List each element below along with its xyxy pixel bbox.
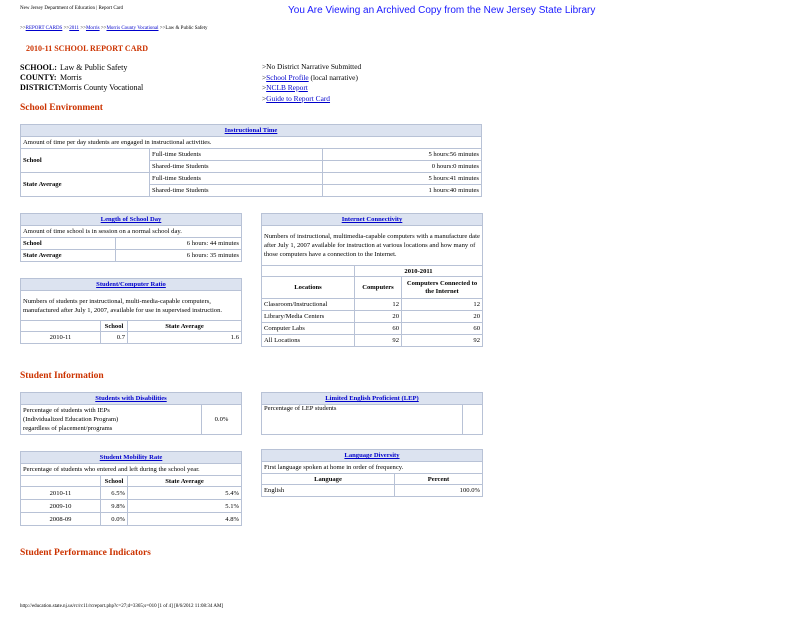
disabilities-desc-line: (Individualized Education Program) xyxy=(23,416,119,423)
internet-connected: 92 xyxy=(402,335,483,347)
profile-suffix: (local narrative) xyxy=(308,72,358,82)
district-value: Morris County Vocational xyxy=(60,83,144,92)
length-state-label: State Average xyxy=(21,250,116,262)
internet-computers: 20 xyxy=(355,311,402,323)
internet-col-connected: Computers Connected to the Internet xyxy=(402,277,483,299)
school-info xyxy=(20,63,143,93)
internet-computers: 60 xyxy=(355,323,402,335)
mobility-state: 5.4% xyxy=(128,487,242,500)
disabilities-value: 0.0% xyxy=(202,405,242,435)
internet-connected: 60 xyxy=(402,323,483,335)
table-row xyxy=(21,500,242,513)
internet-computers: 92 xyxy=(355,335,402,347)
length-of-day-table xyxy=(20,213,242,262)
language-col-language: Language xyxy=(262,474,395,485)
guide-link[interactable]: Guide to Report Card xyxy=(266,93,331,103)
mobility-year: 2010-11 xyxy=(21,487,101,500)
breadcrumb-district[interactable]: Morris County Vocational xyxy=(106,26,159,31)
disabilities-description xyxy=(21,405,202,435)
internet-col-locations: Locations xyxy=(262,277,355,299)
breadcrumb-sep: >> xyxy=(80,26,86,31)
language-percent: 100.0% xyxy=(395,485,483,497)
internet-location: Computer Labs xyxy=(262,323,355,335)
section-student-performance: Student Performance Indicators xyxy=(20,548,151,558)
internet-empty-cell xyxy=(262,266,355,277)
internet-location: All Locations xyxy=(262,335,355,347)
internet-description: Numbers of instructional, multimedia-capable computers with a manufacture date after July 1, 2007 available for instruction at various locations and how many of those computers have a connection to the Internet. xyxy=(262,226,483,266)
mobility-title[interactable]: Student Mobility Rate xyxy=(99,454,163,461)
mobility-school: 6.5% xyxy=(101,487,128,500)
lep-title[interactable]: Limited English Proficient (LEP) xyxy=(325,395,419,402)
full-time-label: Full-time Students xyxy=(150,149,323,161)
ratio-school-value: 0.7 xyxy=(101,332,128,344)
instructional-time-header xyxy=(21,125,482,137)
mobility-year: 2009-10 xyxy=(21,500,101,513)
county-value: Morris xyxy=(60,73,82,82)
length-of-day-description: Amount of time school is in session on a normal school day. xyxy=(21,226,242,238)
side-links xyxy=(262,62,361,104)
lep-table xyxy=(261,392,483,435)
link-prefix: > xyxy=(262,93,267,103)
instructional-time-title[interactable]: Instructional Time xyxy=(224,127,278,134)
disabilities-desc-line: regardless of placement/programs xyxy=(23,425,113,432)
district-label: DISTRICT: xyxy=(20,83,61,92)
mobility-state: 4.8% xyxy=(128,513,242,526)
school-value: Law & Public Safety xyxy=(60,63,128,72)
report-title: 2010-11 SCHOOL REPORT CARD xyxy=(26,44,149,53)
students-disabilities-table xyxy=(20,392,242,435)
ratio-header xyxy=(21,279,242,291)
length-state-value: 6 hours: 35 minutes xyxy=(116,250,242,262)
mobility-header xyxy=(21,452,242,464)
breadcrumb-sep: >> xyxy=(159,26,166,31)
school-profile-link[interactable]: School Profile xyxy=(266,72,309,82)
internet-title[interactable]: Internet Connectivity xyxy=(341,216,403,223)
student-mobility-table xyxy=(20,451,242,526)
instructional-time-table xyxy=(20,124,482,197)
table-row xyxy=(262,311,483,323)
length-school-value: 6 hours: 44 minutes xyxy=(116,238,242,250)
section-student-information: Student Information xyxy=(20,371,104,381)
internet-location: Classroom/Instructional xyxy=(262,299,355,311)
student-computer-ratio-table xyxy=(20,278,242,344)
table-row xyxy=(262,323,483,335)
full-time-label: Full-time Students xyxy=(150,173,323,185)
mobility-empty-cell xyxy=(21,476,101,487)
section-school-environment: School Environment xyxy=(20,103,103,113)
disabilities-title[interactable]: Students with Disabilities xyxy=(95,395,167,402)
disabilities-header xyxy=(21,393,242,405)
table-row xyxy=(21,487,242,500)
mobility-description: Percentage of students who entered and left during the school year. xyxy=(21,464,242,476)
breadcrumb-county[interactable]: Morris xyxy=(85,26,100,31)
ratio-title[interactable]: Student/Computer Ratio xyxy=(96,281,166,288)
nclb-report-link[interactable]: NCLB Report xyxy=(266,83,308,92)
internet-header xyxy=(262,214,483,226)
language-col-percent: Percent xyxy=(395,474,483,485)
school-label: SCHOOL: xyxy=(20,63,57,72)
table-row xyxy=(262,485,483,497)
link-prefix: > xyxy=(262,83,267,92)
archived-notice: You Are Viewing an Archived Copy from the New Jersey State Library xyxy=(288,5,596,16)
mobility-state: 5.1% xyxy=(128,500,242,513)
shared-time-label: Shared-time Students xyxy=(150,185,323,197)
internet-col-computers: Computers xyxy=(355,277,402,299)
internet-computers: 12 xyxy=(355,299,402,311)
breadcrumb xyxy=(20,26,207,31)
disabilities-desc-line: Percentage of students with IEPs xyxy=(23,407,110,414)
language-description: First language spoken at home in order of frequency. xyxy=(262,462,483,474)
breadcrumb-sep: >> xyxy=(20,26,26,31)
link-prefix: > xyxy=(262,72,267,82)
page-header-text: New Jersey Department of Education | Report Card xyxy=(20,6,124,11)
table-row xyxy=(262,335,483,347)
length-school-label: School xyxy=(21,238,116,250)
breadcrumb-sep: >> xyxy=(63,26,70,31)
school-shared-time-value: 0 hours:0 minutes xyxy=(323,161,482,173)
footer-url: http://education.state.nj.us/rc/rc11/rcreport.php?c=27;d=3365;s=010 [1 of 4] [8/6/2012 11:08:34 AM] xyxy=(20,604,224,609)
county-label: COUNTY: xyxy=(20,73,57,82)
length-of-day-header xyxy=(21,214,242,226)
ratio-description: Numbers of students per instructional, multi-media-capable computers, manufactured after July 1, 2007, available for use in supervised instruction. xyxy=(21,291,242,321)
ratio-state-value: 1.6 xyxy=(128,332,242,344)
internet-connected: 20 xyxy=(402,311,483,323)
no-narrative-text: >No District Narrative Submitted xyxy=(262,62,362,71)
mobility-school: 0.0% xyxy=(101,513,128,526)
language-header xyxy=(262,450,483,462)
breadcrumb-sep: >> xyxy=(100,26,107,31)
ratio-col-state: State Average xyxy=(128,321,242,332)
ratio-year: 2010-11 xyxy=(21,332,101,344)
internet-location: Library/Media Centers xyxy=(262,311,355,323)
state-row-label: State Average xyxy=(21,173,150,197)
instructional-time-description: Amount of time per day students are engaged in instructional activities. xyxy=(21,137,482,149)
lep-header xyxy=(262,393,483,405)
table-row xyxy=(262,299,483,311)
language-diversity-table xyxy=(261,449,483,497)
mobility-col-school: School xyxy=(101,476,128,487)
language-name: English xyxy=(262,485,395,497)
internet-year-header: 2010-2011 xyxy=(355,266,483,277)
mobility-col-state: State Average xyxy=(128,476,242,487)
mobility-school: 9.8% xyxy=(101,500,128,513)
state-shared-time-value: 1 hours:40 minutes xyxy=(323,185,482,197)
school-full-time-value: 5 hours:56 minutes xyxy=(323,149,482,161)
state-full-time-value: 5 hours:41 minutes xyxy=(323,173,482,185)
breadcrumb-school: Law & Public Safety xyxy=(165,26,208,31)
table-row xyxy=(21,513,242,526)
internet-connected: 12 xyxy=(402,299,483,311)
lep-value xyxy=(463,405,483,435)
ratio-empty-cell xyxy=(21,321,101,332)
breadcrumb-report-cards[interactable]: REPORT CARDS xyxy=(25,26,63,31)
school-row-label: School xyxy=(21,149,150,173)
lep-description: Percentage of LEP students xyxy=(262,405,463,435)
ratio-col-school: School xyxy=(101,321,128,332)
internet-connectivity-table xyxy=(261,213,483,347)
breadcrumb-year[interactable]: 2011 xyxy=(69,26,80,31)
mobility-year: 2008-09 xyxy=(21,513,101,526)
shared-time-label: Shared-time Students xyxy=(150,161,323,173)
length-of-day-title[interactable]: Length of School Day xyxy=(100,216,162,223)
language-title[interactable]: Language Diversity xyxy=(344,452,400,459)
